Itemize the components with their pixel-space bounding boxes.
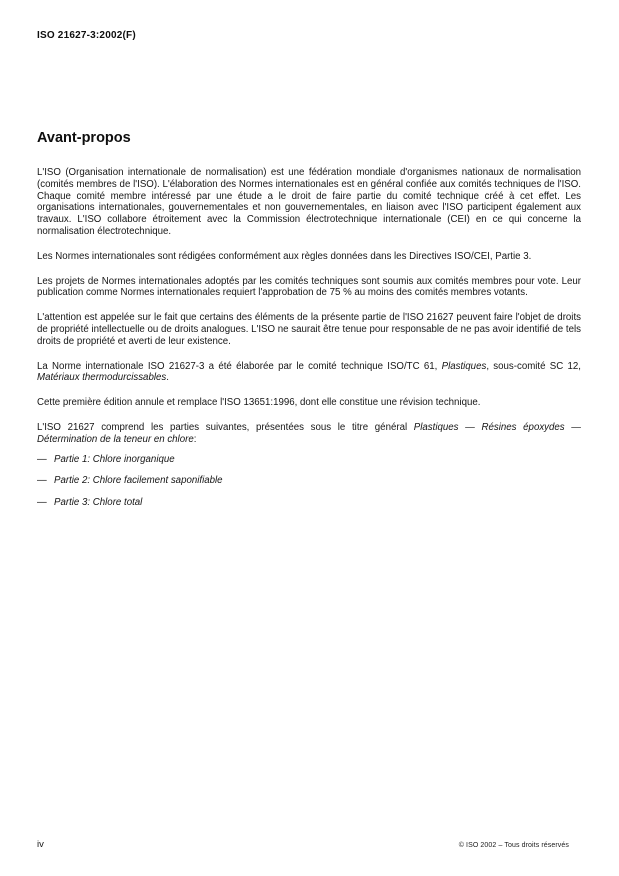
list-item xyxy=(37,475,581,487)
list-dash: — xyxy=(37,497,47,509)
paragraph-edition-note: Cette première édition annule et remplace l'ISO 13651:1996, dont elle constitue une révision technique. xyxy=(37,397,481,409)
committee-field-title: Plastiques xyxy=(441,360,487,372)
section-title: Avant-propos xyxy=(37,130,131,146)
subcommittee-title: Matériaux thermodurcissables xyxy=(37,372,167,384)
list-dash: — xyxy=(37,475,47,487)
paragraph-committee-text-2: , sous-comité SC 12, xyxy=(486,360,581,372)
series-general-title: Plastiques — Résines époxydes — Détermination de la teneur en chlore xyxy=(37,421,581,445)
paragraph-iso-description: L'ISO (Organisation internationale de normalisation) est une fédération mondiale d'organismes nationaux de normalisation (comités membres de l'ISO). L'élaboration des Normes internationales est en général confiée aux comités techniques de l'ISO. Chaque comité membre intéressé par une étude a le droit de faire partie du comité technique créé à cet effet. Les organisations internationales, gouvernementales et non gouvernementales, en liaison avec l'ISO participent également aux travaux. L'ISO collabore étroitement avec la Commission électrotechnique internationale (CEI) en ce qui concerne la normalisation électrotechnique. xyxy=(37,167,581,237)
paragraph-committee-text-1: La Norme internationale ISO 21627-3 a été élaborée par le comité technique ISO/TC 61, xyxy=(37,360,442,372)
paragraph-parts-intro-text: L'ISO 21627 comprend les parties suivantes, présentées sous le titre général xyxy=(37,421,414,433)
paragraph-vote-approval: Les projets de Normes internationales adoptés par les comités techniques sont soumis aux comités membres pour vote. Leur publication comme Normes internationales requiert l'approbation de 75 % au moins des comités membres votants. xyxy=(37,275,581,299)
list-item-label: Partie 3: Chlore total xyxy=(54,497,143,509)
paragraph-committee-text-3: . xyxy=(166,372,169,384)
footer-copyright: © ISO 2002 – Tous droits réservés xyxy=(458,842,569,849)
parts-list xyxy=(37,454,581,509)
paragraph-patent-notice: L'attention est appelée sur le fait que certains des éléments de la présente partie de l'ISO 21627 peuvent faire l'objet de droits de propriété intellectuelle ou de droits analogues. L'ISO ne saurait être tenue pour responsable de ne pas avoir identifié de tels droits de propriété et averti de leur existence. xyxy=(37,312,581,347)
list-item xyxy=(37,497,581,509)
page-footer xyxy=(37,839,569,850)
footer-page-number: iv xyxy=(37,839,44,850)
list-item-label: Partie 2: Chlore facilement saponifiable xyxy=(54,475,223,487)
paragraph-committee xyxy=(37,361,581,385)
list-item-label: Partie 1: Chlore inorganique xyxy=(54,453,175,465)
document-reference: ISO 21627-3:2002(F) xyxy=(37,30,136,41)
paragraph-parts-intro xyxy=(37,422,581,446)
paragraph-parts-intro-colon: : xyxy=(193,433,197,445)
paragraph-directives: Les Normes internationales sont rédigées conformément aux règles données dans les Directives ISO/CEI, Partie 3. xyxy=(37,250,532,262)
content-area xyxy=(37,130,581,519)
list-dash: — xyxy=(37,453,47,465)
list-item xyxy=(37,454,581,466)
